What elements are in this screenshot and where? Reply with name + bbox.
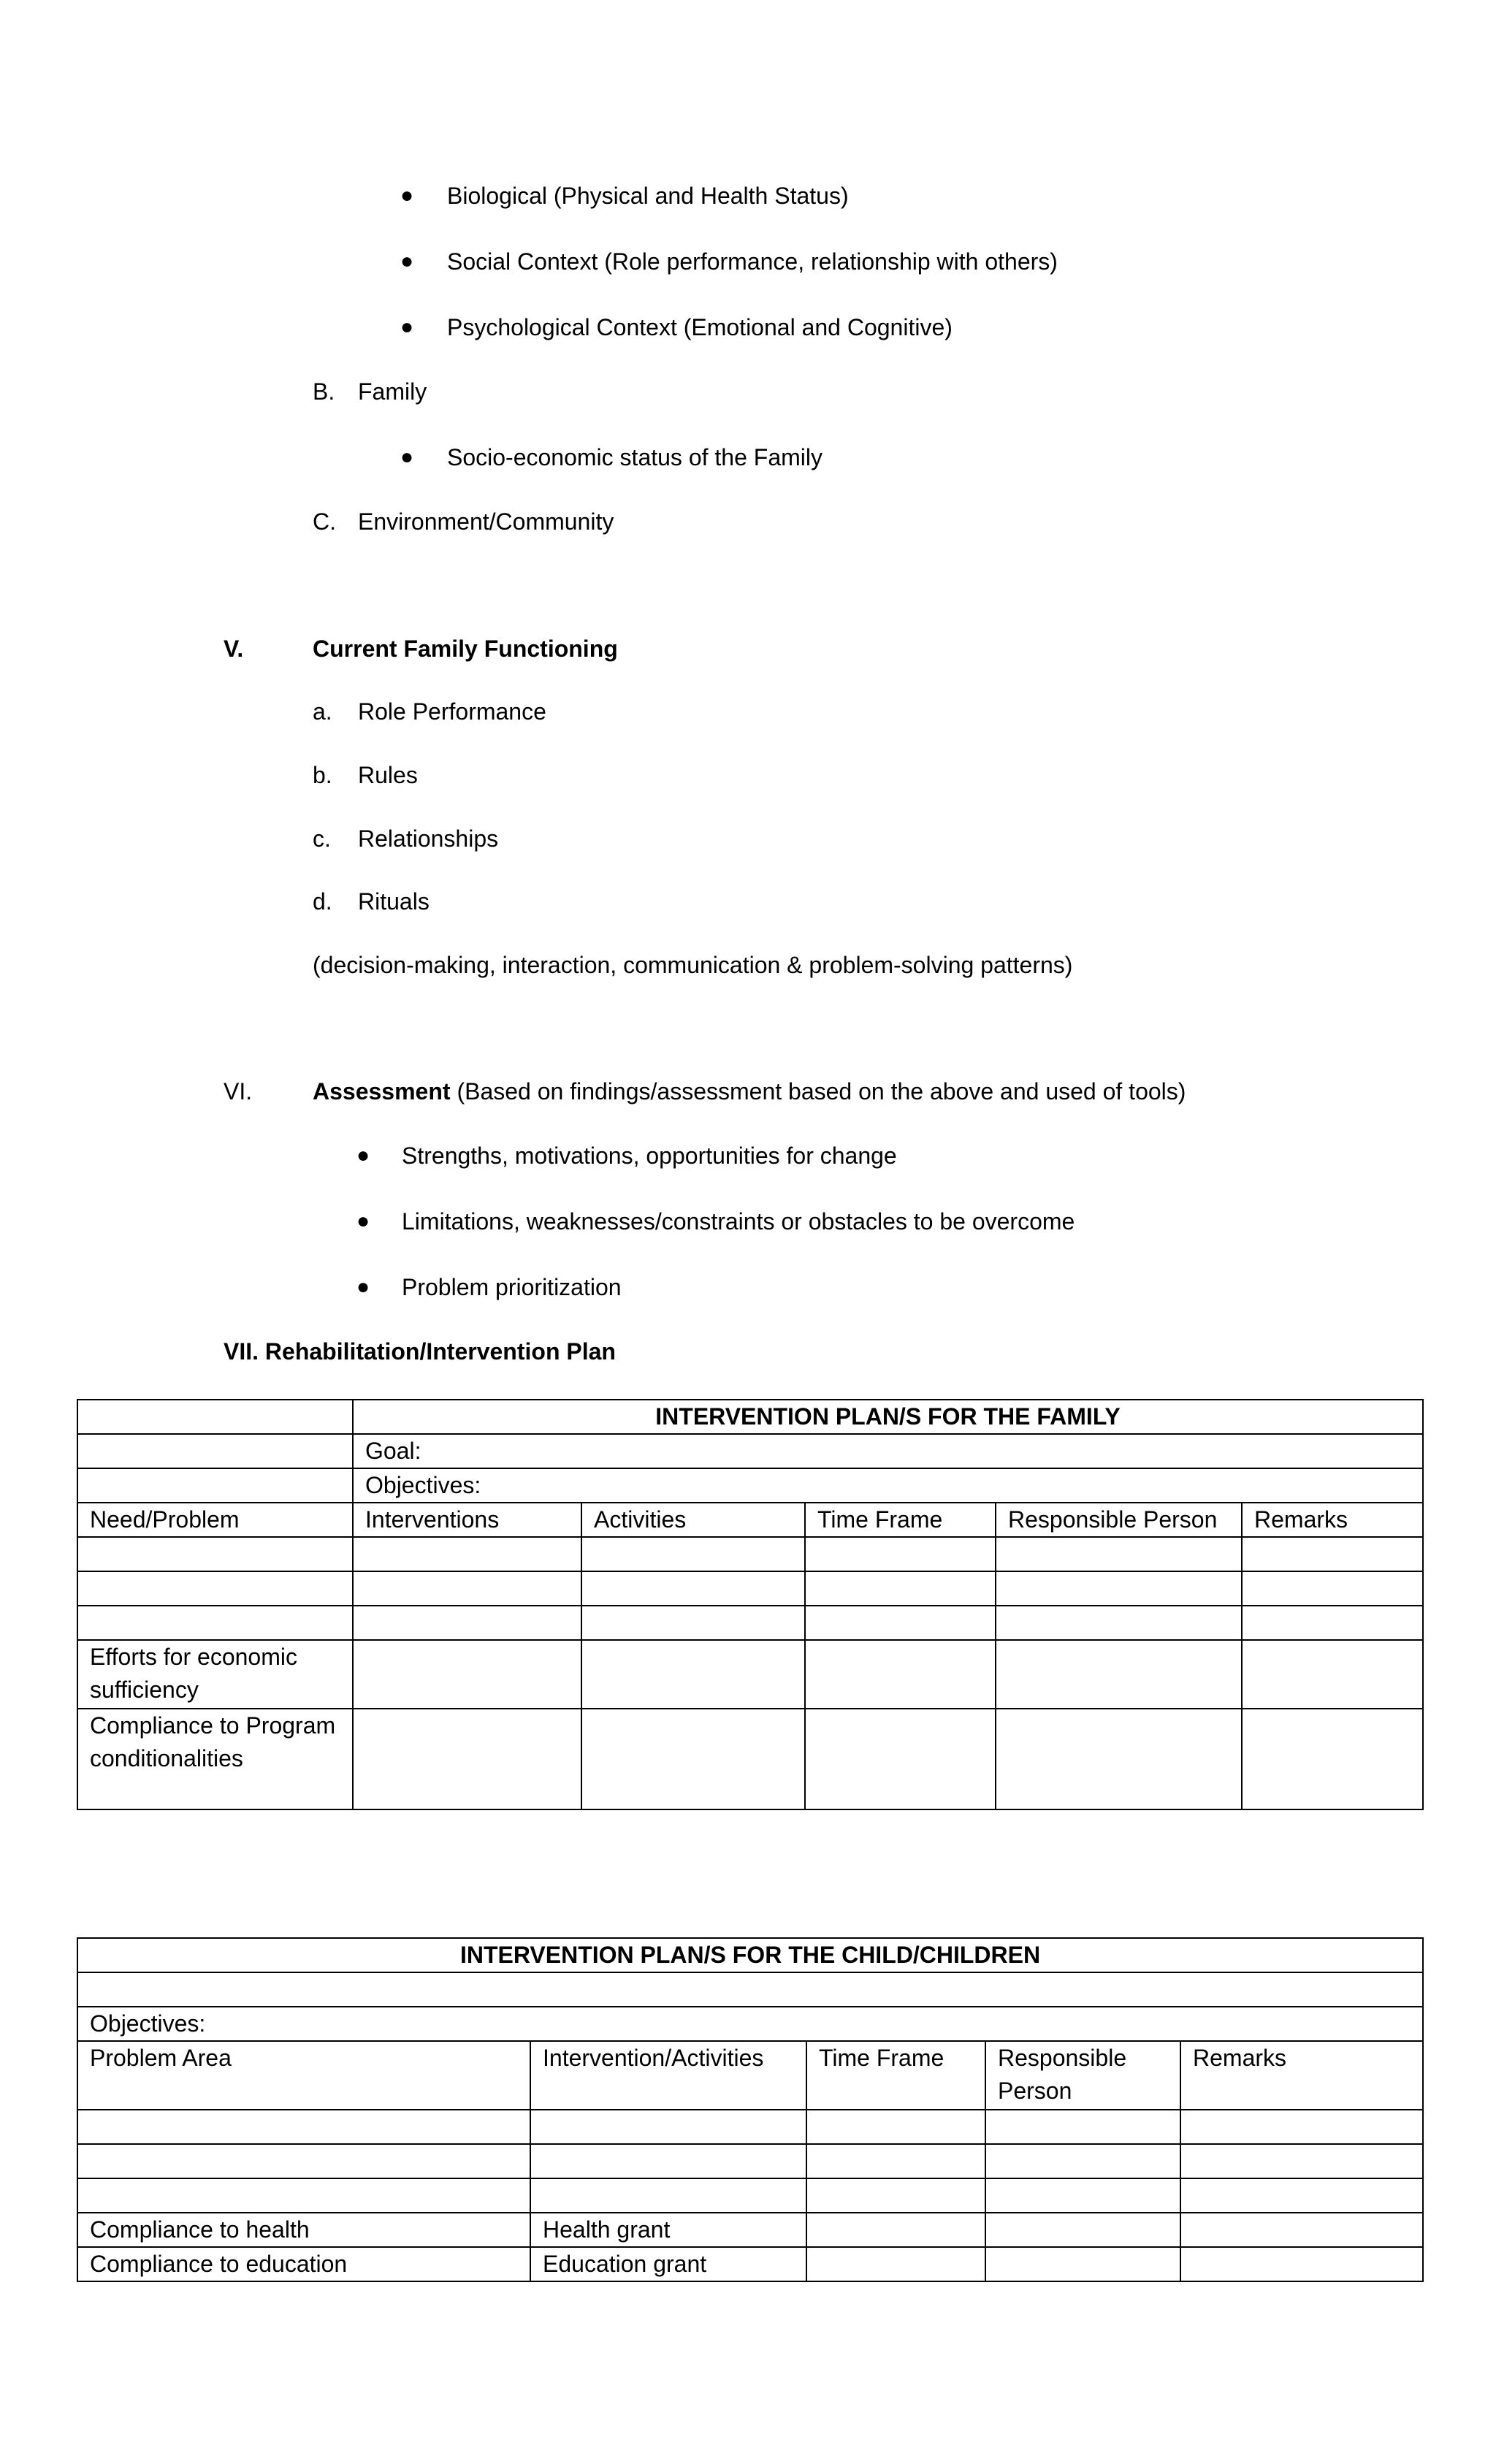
table-cell bbox=[996, 1640, 1242, 1709]
list-item: Limitations, weaknesses/constraints or obstacles to be overcome bbox=[402, 1208, 1075, 1235]
table-cell bbox=[985, 2213, 1180, 2247]
table-cell bbox=[1242, 1640, 1423, 1709]
section-heading bbox=[313, 1077, 1186, 1106]
table-cell bbox=[77, 1972, 1423, 2007]
column-header: Activities bbox=[581, 1503, 805, 1537]
section-title: Current Family Functioning bbox=[313, 636, 618, 662]
column-header: Time Frame bbox=[805, 1503, 996, 1537]
table-cell bbox=[77, 2178, 530, 2213]
list-item: Rules bbox=[358, 762, 418, 788]
table-cell bbox=[805, 1537, 996, 1571]
table-cell: Efforts for economic sufficiency bbox=[77, 1640, 353, 1709]
list-item: Family bbox=[358, 378, 427, 405]
table-cell bbox=[77, 1400, 353, 1434]
table-cell bbox=[530, 2110, 806, 2144]
table-cell bbox=[985, 2178, 1180, 2213]
list-letter: C. bbox=[313, 508, 336, 535]
table-cell bbox=[77, 2110, 530, 2144]
table-cell bbox=[1242, 1709, 1423, 1809]
table-cell bbox=[353, 1640, 581, 1709]
section-title: Assessment bbox=[313, 1078, 451, 1105]
bullet-icon: ● bbox=[356, 1209, 370, 1233]
table-cell bbox=[996, 1571, 1242, 1606]
table-cell bbox=[77, 1537, 353, 1571]
list-item: Biological (Physical and Health Status) bbox=[447, 183, 849, 209]
table-cell bbox=[985, 2144, 1180, 2178]
table-cell bbox=[353, 1709, 581, 1809]
table-cell bbox=[581, 1606, 805, 1640]
column-header: Problem Area bbox=[77, 2041, 530, 2110]
section-numeral: V. bbox=[224, 636, 244, 662]
column-header: Remarks bbox=[1180, 2041, 1423, 2110]
table-row bbox=[77, 2247, 1423, 2281]
table-title: INTERVENTION PLAN/S FOR THE FAMILY bbox=[353, 1400, 1423, 1434]
table-cell: Compliance to health bbox=[77, 2213, 530, 2247]
list-letter: b. bbox=[313, 762, 332, 788]
table-cell bbox=[77, 1571, 353, 1606]
column-header: Responsible Person bbox=[996, 1503, 1242, 1537]
section-title: VII. Rehabilitation/Intervention Plan bbox=[224, 1338, 616, 1365]
table-cell bbox=[996, 1709, 1242, 1809]
bullet-icon: ● bbox=[400, 315, 414, 339]
table-cell bbox=[985, 2110, 1180, 2144]
bullet-icon: ● bbox=[356, 1143, 370, 1167]
table-cell bbox=[996, 1606, 1242, 1640]
goal-label: Goal: bbox=[353, 1434, 1423, 1468]
table-row bbox=[77, 1537, 1423, 1571]
table-cell bbox=[1242, 1537, 1423, 1571]
table-cell bbox=[530, 2144, 806, 2178]
list-letter: a. bbox=[313, 698, 332, 725]
table-cell bbox=[77, 2144, 530, 2178]
table-cell bbox=[805, 1640, 996, 1709]
table-row bbox=[77, 2213, 1423, 2247]
section-numeral: VI. bbox=[224, 1078, 253, 1105]
table-cell bbox=[1180, 2247, 1423, 2281]
table-cell bbox=[353, 1606, 581, 1640]
table-cell bbox=[1180, 2213, 1423, 2247]
table-cell bbox=[805, 1606, 996, 1640]
table-cell bbox=[805, 1709, 996, 1809]
table-cell bbox=[806, 2247, 985, 2281]
table-cell: Compliance to Program conditionalities bbox=[77, 1709, 353, 1809]
list-item: Problem prioritization bbox=[402, 1274, 622, 1300]
column-header: Time Frame bbox=[806, 2041, 985, 2110]
column-header: Interventions bbox=[353, 1503, 581, 1537]
child-intervention-table bbox=[77, 1937, 1424, 2282]
list-item: Rituals bbox=[358, 888, 430, 915]
bullet-icon: ● bbox=[356, 1275, 370, 1299]
bullet-icon: ● bbox=[400, 445, 414, 469]
list-item: Social Context (Role performance, relationship with others) bbox=[447, 248, 1058, 275]
list-item: Socio-economic status of the Family bbox=[447, 444, 823, 470]
table-cell bbox=[581, 1640, 805, 1709]
table-row bbox=[77, 2110, 1423, 2144]
list-item: Relationships bbox=[358, 825, 499, 852]
list-item: Role Performance bbox=[358, 698, 546, 725]
table-cell bbox=[985, 2247, 1180, 2281]
table-cell: Education grant bbox=[530, 2247, 806, 2281]
list-letter: c. bbox=[313, 825, 331, 852]
list-item: Strengths, motivations, opportunities for change bbox=[402, 1143, 897, 1169]
table-cell bbox=[806, 2110, 985, 2144]
table-cell bbox=[581, 1709, 805, 1809]
column-header: Need/Problem bbox=[77, 1503, 353, 1537]
list-item: Psychological Context (Emotional and Cognitive) bbox=[447, 314, 953, 340]
table-row bbox=[77, 1640, 1423, 1709]
table-header-row bbox=[77, 2041, 1423, 2110]
table-row bbox=[77, 2178, 1423, 2213]
table-cell bbox=[353, 1571, 581, 1606]
table-title: INTERVENTION PLAN/S FOR THE CHILD/CHILDREN bbox=[77, 1938, 1423, 1972]
column-header: Responsible Person bbox=[985, 2041, 1180, 2110]
table-cell bbox=[530, 2178, 806, 2213]
family-intervention-table bbox=[77, 1399, 1424, 1810]
table-row bbox=[77, 1606, 1423, 1640]
table-cell bbox=[1242, 1571, 1423, 1606]
table-cell bbox=[353, 1537, 581, 1571]
table-header-row bbox=[77, 1503, 1423, 1537]
table-cell bbox=[77, 1606, 353, 1640]
table-cell bbox=[1180, 2110, 1423, 2144]
table-cell bbox=[996, 1537, 1242, 1571]
objectives-label: Objectives: bbox=[353, 1468, 1423, 1503]
list-item: Environment/Community bbox=[358, 508, 614, 535]
table-cell bbox=[805, 1571, 996, 1606]
table-row bbox=[77, 2144, 1423, 2178]
table-cell bbox=[1180, 2144, 1423, 2178]
table-cell: Health grant bbox=[530, 2213, 806, 2247]
table-cell bbox=[581, 1571, 805, 1606]
bullet-icon: ● bbox=[400, 249, 414, 273]
table-cell bbox=[806, 2213, 985, 2247]
objectives-label: Objectives: bbox=[77, 2007, 1423, 2041]
table-cell bbox=[806, 2178, 985, 2213]
table-cell: Compliance to education bbox=[77, 2247, 530, 2281]
section-subtitle: (Based on findings/assessment based on the above and used of tools) bbox=[450, 1078, 1186, 1105]
table-cell bbox=[77, 1468, 353, 1503]
table-cell bbox=[1242, 1606, 1423, 1640]
bullet-icon: ● bbox=[400, 183, 414, 207]
list-letter: B. bbox=[313, 378, 335, 405]
section-note: (decision-making, interaction, communication & problem-solving patterns) bbox=[313, 952, 1073, 978]
table-cell bbox=[77, 1434, 353, 1468]
column-header: Remarks bbox=[1242, 1503, 1423, 1537]
table-row bbox=[77, 1709, 1423, 1809]
table-cell bbox=[806, 2144, 985, 2178]
table-cell bbox=[581, 1537, 805, 1571]
column-header: Intervention/Activities bbox=[530, 2041, 806, 2110]
list-letter: d. bbox=[313, 888, 332, 915]
table-row bbox=[77, 1571, 1423, 1606]
table-cell bbox=[1180, 2178, 1423, 2213]
